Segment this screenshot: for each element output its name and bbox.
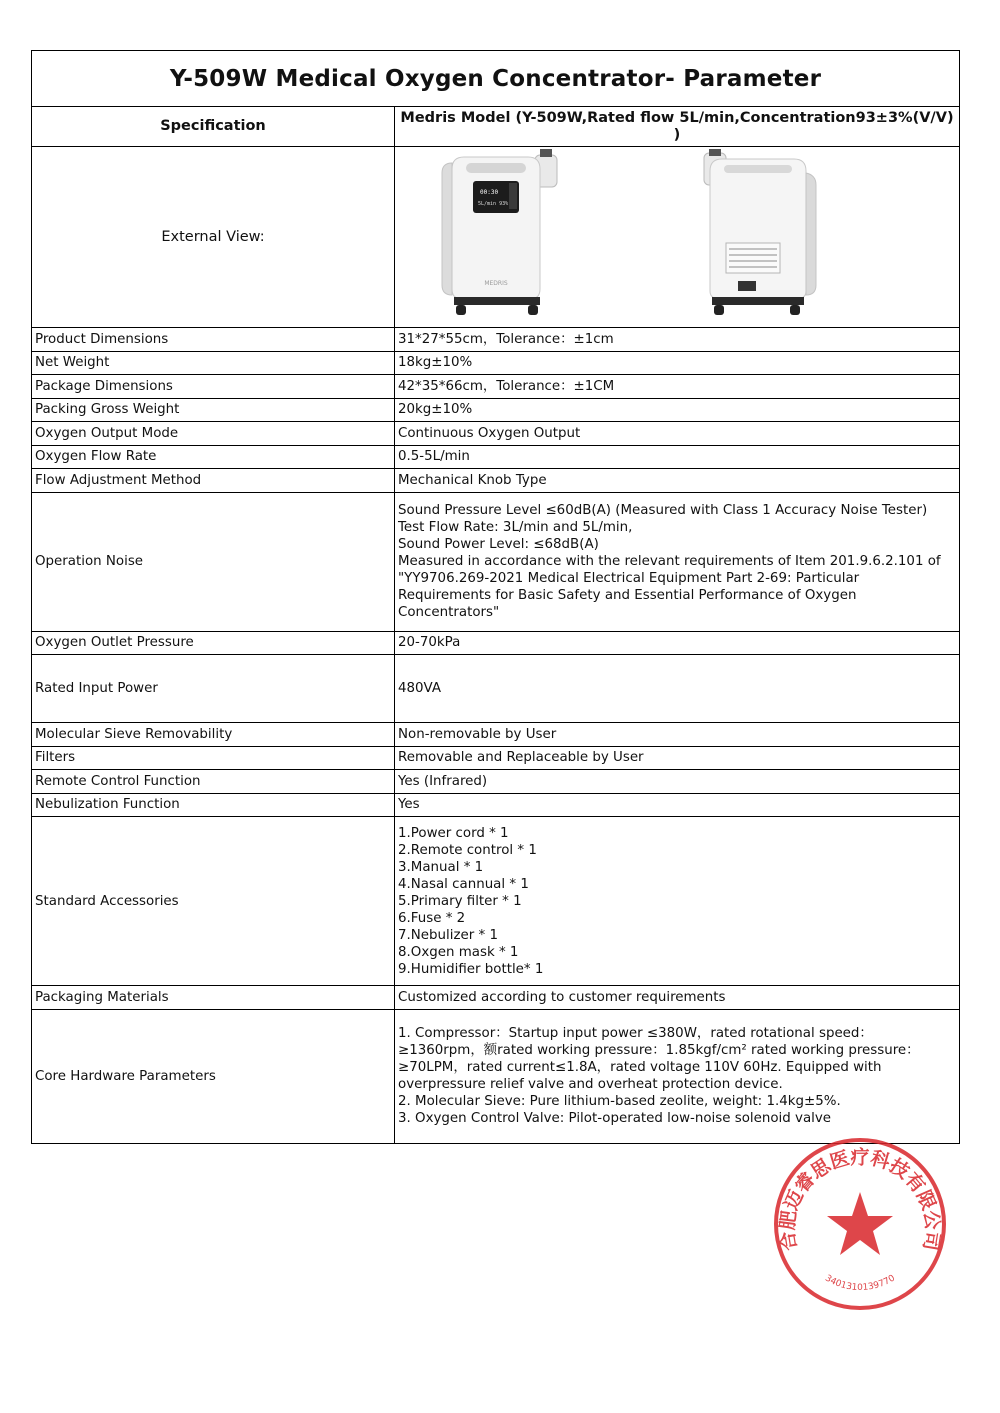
spec-cell: Molecular Sieve Removability <box>32 723 395 747</box>
back-view-image <box>698 149 828 321</box>
table-row <box>32 793 959 817</box>
value-cell: 480VA <box>395 655 960 723</box>
company-seal-stamp <box>770 1134 950 1314</box>
spec-cell: Flow Adjustment Method <box>32 469 395 493</box>
value-cell: 20-70kPa <box>395 631 960 655</box>
table-row <box>32 375 959 399</box>
product-images-cell <box>395 147 960 328</box>
model-column-header: Medris Model (Y-509W,Rated flow 5L/min,Concentration93±3%(V/V) ) <box>400 109 954 143</box>
table-row <box>32 723 959 747</box>
front-brand-logo: MEDRIS <box>484 280 508 287</box>
value-cell: Mechanical Knob Type <box>395 469 960 493</box>
table-row <box>32 1009 959 1143</box>
table-row <box>32 770 959 794</box>
spec-cell: Net Weight <box>32 351 395 375</box>
value-cell: Continuous Oxygen Output <box>395 422 960 446</box>
seal-company-text: 合肥迈睿思医疗科技有限公司 <box>776 1146 944 1253</box>
table-row <box>32 422 959 446</box>
spec-cell: Rated Input Power <box>32 655 395 723</box>
table-header-row <box>32 107 959 147</box>
value-cell: Customized according to customer requirements <box>395 986 960 1010</box>
star-icon <box>827 1192 893 1255</box>
spec-cell: Packaging Materials <box>32 986 395 1010</box>
spec-cell: Oxygen Outlet Pressure <box>32 631 395 655</box>
spec-cell: Filters <box>32 746 395 770</box>
external-view-row <box>32 147 959 328</box>
spec-cell: Oxygen Flow Rate <box>32 445 395 469</box>
table-row <box>32 817 959 986</box>
spec-cell: Standard Accessories <box>32 817 395 986</box>
table-row <box>32 351 959 375</box>
table-row <box>32 469 959 493</box>
table-row <box>32 492 959 631</box>
spec-cell: Remote Control Function <box>32 770 395 794</box>
spec-cell: Nebulization Function <box>32 793 395 817</box>
front-display-line2: 5L/min 93% <box>478 201 509 207</box>
table-row <box>32 328 959 352</box>
spec-cell: Packing Gross Weight <box>32 398 395 422</box>
table-row <box>32 631 959 655</box>
front-view-image <box>440 149 570 321</box>
front-display-line1: 00:30 <box>480 189 499 196</box>
spec-cell: Oxygen Output Mode <box>32 422 395 446</box>
value-cell: Yes (Infrared) <box>395 770 960 794</box>
value-cell: 1. Compressor：Startup input power ≤380W，rated rotational speed：≥1360rpm，额rated working pressure：1.85kgf/cm² rated working pressure：≥70LPM，rated current≤1.8A，rated voltage 110V 60Hz. Equipped with overpressure relief valve and overheat protection device. 2. Molecular Sieve: Pure lithium-based zeolite, weight: 1.4kg±5%. 3. Oxygen Control Valve: Pilot-operated low-noise solenoid valve <box>395 1009 960 1143</box>
spec-cell: Product Dimensions <box>32 328 395 352</box>
spec-cell: Operation Noise <box>32 492 395 631</box>
value-cell: 20kg±10% <box>395 398 960 422</box>
value-cell: Removable and Replaceable by User <box>395 746 960 770</box>
spec-column-header: Specification <box>32 107 395 147</box>
table-row <box>32 445 959 469</box>
spec-cell: Package Dimensions <box>32 375 395 399</box>
value-cell: 31*27*55cm，Tolerance：±1cm <box>395 328 960 352</box>
seal-graphic <box>776 1140 944 1308</box>
table-row <box>32 986 959 1010</box>
value-cell: Sound Pressure Level ≤60dB(A) (Measured with Class 1 Accuracy Noise Tester) Test Flow Rate: 3L/min and 5L/min, Sound Power Level: ≤68dB(A) Measured in accordance with the relevant requirements of Item 201.9.6.2.101 of "YY9706.269-2021 Medical Electrical Equipment Part 2-69: Particular Requirements for Basic Safety and Essential Performance of Oxygen Concentrators" <box>395 492 960 631</box>
seal-code-text: 3401310139770 <box>823 1273 897 1294</box>
table-row <box>32 655 959 723</box>
value-cell: 1.Power cord * 1 2.Remote control * 1 3.Manual * 1 4.Nasal cannual * 1 5.Primary filter * 1 6.Fuse * 2 7.Nebulizer * 1 8.Oxgen mask * 1 9.Humidifier bottle* 1 <box>395 817 960 986</box>
value-cell: 0.5-5L/min <box>395 445 960 469</box>
table-row <box>32 398 959 422</box>
page-title: Y-509W Medical Oxygen Concentrator- Parameter <box>32 51 959 107</box>
value-cell: 18kg±10% <box>395 351 960 375</box>
spec-cell: Core Hardware Parameters <box>32 1009 395 1143</box>
value-cell: Non-removable by User <box>395 723 960 747</box>
parameter-sheet <box>31 50 960 1144</box>
value-cell: Yes <box>395 793 960 817</box>
value-cell: 42*35*66cm，Tolerance：±1CM <box>395 375 960 399</box>
table-row <box>32 746 959 770</box>
external-view-label: External View: <box>32 147 395 328</box>
parameter-table <box>32 107 959 1143</box>
